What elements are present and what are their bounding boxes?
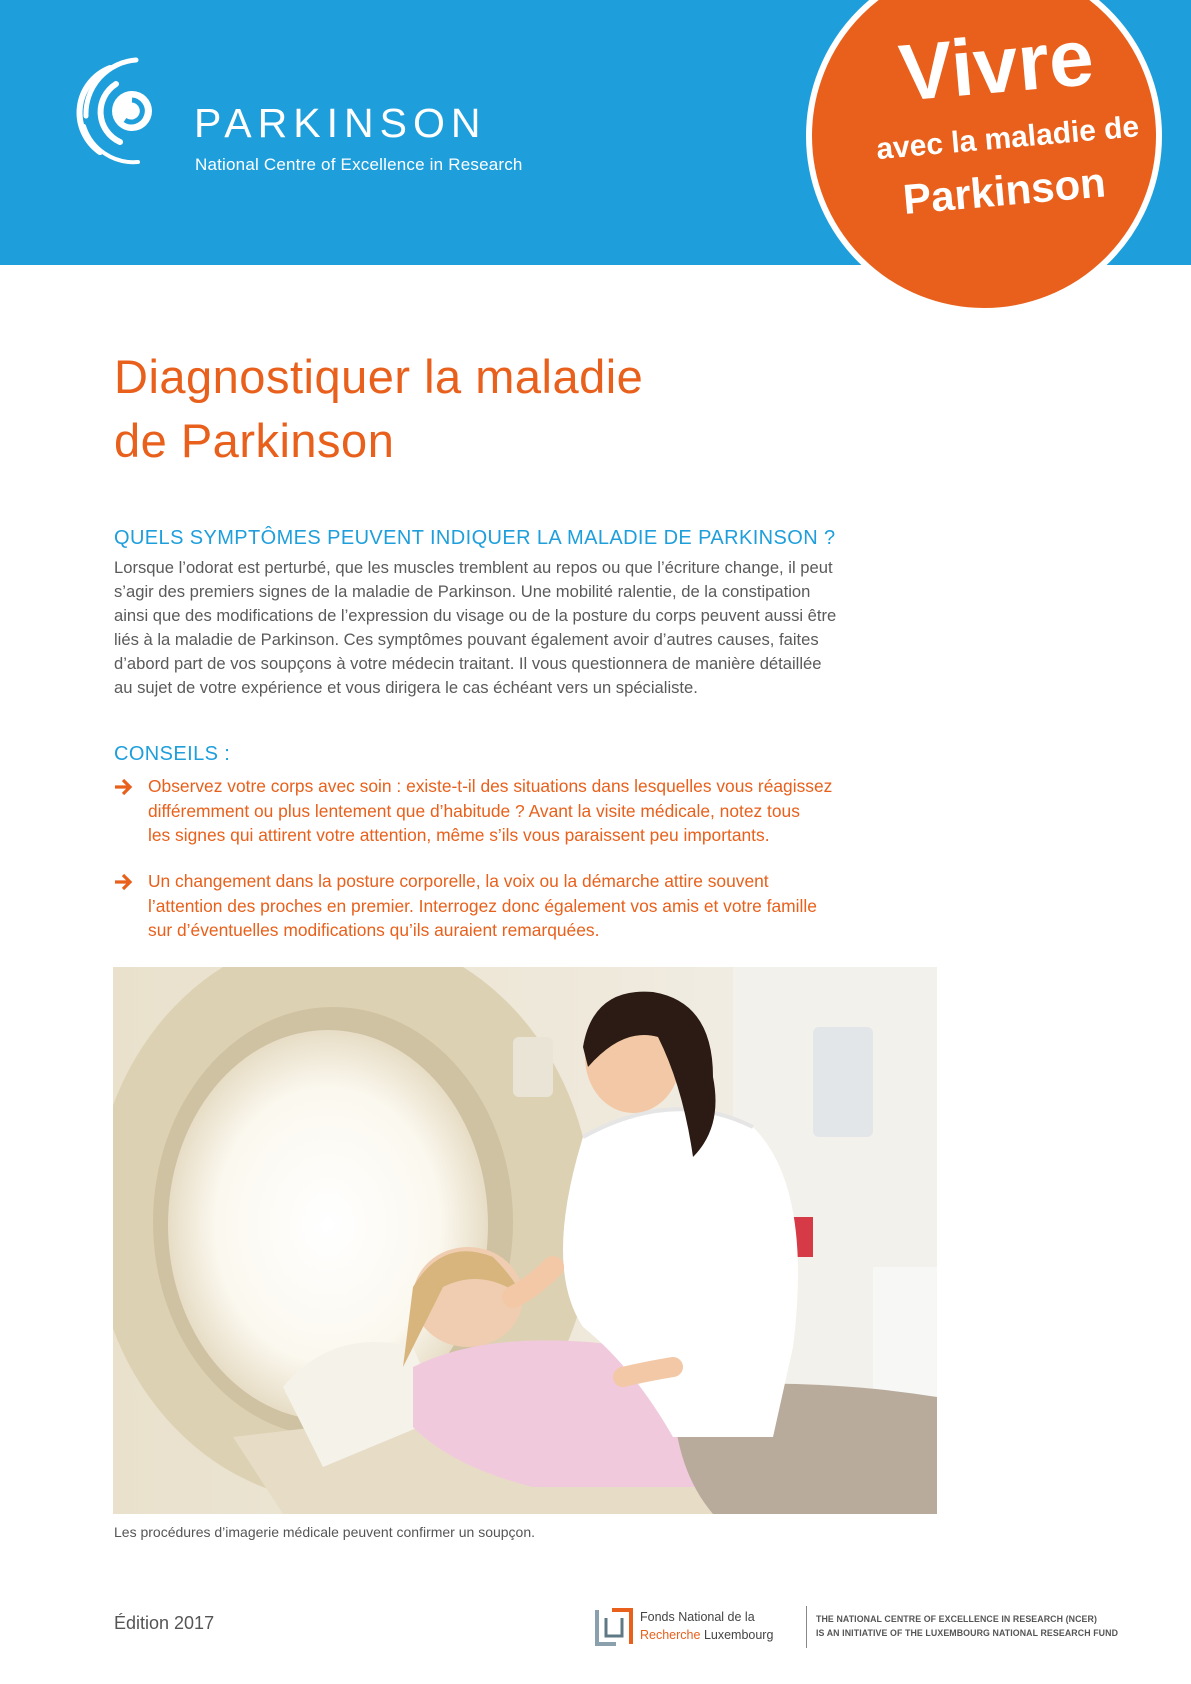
page-title (114, 345, 914, 473)
edition-label: Édition 2017 (114, 1613, 215, 1633)
mri-scan-photo (113, 967, 937, 1514)
photo-caption: Les procédures d’imagerie médicale peuvent confirmer un soupçon. (114, 1524, 536, 1540)
symptoms-line: liés à la maladie de Parkinson. Ces symptômes pouvant également avoir d’autres causes, faites (114, 630, 819, 649)
fnr-luxembourg: Luxembourg (703, 1628, 774, 1642)
badge-line-3: Parkinson (901, 158, 1108, 223)
footer-divider (806, 1606, 807, 1648)
symptoms-paragraph (114, 556, 944, 700)
logo-subtitle: National Centre of Excellence in Research (195, 155, 523, 174)
symptoms-heading: QUELS SYMPTÔMES PEUVENT INDIQUER LA MALADIE DE PARKINSON ? (114, 527, 836, 549)
tip-line: sur d’éventuelles modifications qu’ils auraient remarquées. (148, 920, 600, 940)
page-title-line-2: de Parkinson (114, 414, 395, 467)
arrow-right-icon (114, 778, 134, 796)
fnr-recherche: Recherche (640, 1628, 701, 1642)
symptoms-line: s’agir des premiers signes de la maladie de Parkinson. Une mobilité ralentie, de la constipation (114, 582, 811, 601)
badge-text (798, 6, 1188, 277)
ncer-line-2: IS AN INITIATIVE OF THE LUXEMBOURG NATIONAL RESEARCH FUND (816, 1628, 1119, 1638)
tip-line: différemment ou plus lentement que d’habitude ? Avant la visite médicale, notez tous (148, 800, 800, 821)
tip-line: les signes qui attirent votre attention, même s’ils vous paraissent peu importants. (148, 825, 770, 845)
symptoms-line: au sujet de votre expérience et vous dirigera le cas échéant vers un spécialiste. (114, 678, 698, 697)
symptoms-line: d’abord part de vos soupçons à votre médecin traitant. Il vous questionnera de manière détaillée (114, 654, 822, 673)
fnr-logo-icon (594, 1608, 634, 1646)
badge-line-1: Vivre (895, 12, 1097, 118)
tip-line: l’attention des proches en premier. Interrogez donc également vos amis et votre famille (148, 895, 817, 916)
tip-line: Observez votre corps avec soin : existe-t-il des situations dans lesquelles vous réagissez (148, 776, 833, 796)
arrow-right-icon (114, 873, 134, 891)
ncer-line-1: THE NATIONAL CENTRE OF EXCELLENCE IN RESEARCH (NCER) (816, 1614, 1098, 1624)
parkinson-logo-icon (76, 56, 176, 166)
badge-line-2: avec la maladie de (875, 110, 1141, 167)
page-title-line-1: Diagnostiquer la maladie (114, 350, 644, 403)
logo-name: PARKINSON (194, 100, 487, 146)
symptoms-line: Lorsque l’odorat est perturbé, que les muscles tremblent au repos ou que l’écriture change, il peut (114, 558, 833, 577)
tip-text (148, 869, 958, 943)
symptoms-line: ainsi que des modifications de l’expression du visage ou de la posture du corps peuvent aussi être (114, 606, 837, 625)
tip-text (148, 774, 958, 848)
tip-line: Un changement dans la posture corporelle, la voix ou la démarche attire souvent (148, 871, 769, 891)
fnr-name-line-1: Fonds National de la (640, 1610, 755, 1624)
fnr-name-line-2 (640, 1628, 773, 1642)
tips-heading: CONSEILS : (114, 743, 231, 765)
